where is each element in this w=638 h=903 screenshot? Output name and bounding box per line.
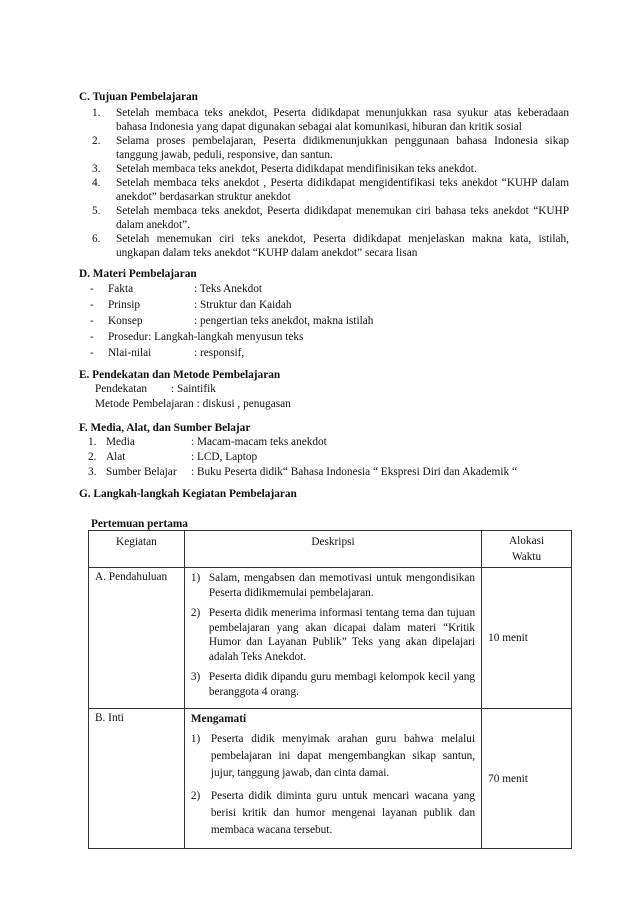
list-item [79,450,569,465]
section-media [79,421,569,480]
item-number: 1) [190,572,201,584]
materi-key: Prinsip [108,299,141,311]
cell-deskripsi [184,568,481,709]
cell-deskripsi [184,709,481,849]
section-heading: F. Media, Alat, dan Sumber Belajar [79,422,251,434]
media-value: : LCD, Laptop [191,451,258,463]
list-item [79,232,569,260]
item-text: Peserta didik diminta guru untuk mencari wacana yang berisi kritik dan humor mengenai layanan publik dan membaca wacana tersebut. [210,790,476,836]
cell-kegiatan: B. Inti [89,709,185,849]
media-key: Alat [106,451,126,463]
table-header-row [89,531,572,568]
item-number: 4. [92,177,101,189]
media-key: Sumber Belajar [106,466,177,478]
list-item [79,329,569,345]
media-value: : Buku Peserta didik“ Bahasa Indonesia “ Ekspresi Diri dan Akademik “ [191,466,517,478]
list-item [191,571,475,600]
cell-kegiatan: A. Pendahuluan [89,568,185,709]
item-number: 2. [88,451,97,463]
cell-subheading: Mengamati [190,713,247,725]
item-number: 1) [190,733,201,745]
pendekatan-line [79,382,569,397]
item-text: Setelah membaca teks anekdot, Peserta didikdapat menemukan ciri bahasa teks anekdot “KUHP dalam anekdot”. [116,205,569,231]
materi-key: Fakta [108,283,134,295]
list-item [79,162,569,176]
materi-key: Konsep [108,315,143,327]
list-item [79,297,569,313]
dash-bullet: - [90,283,94,295]
materi-value: : pengertian teks anekdot, makna istilah [194,315,374,327]
header-alokasi: Alokasi Waktu [482,531,572,568]
cell-waktu: 70 menit [482,709,572,849]
meeting-title: Pertemuan pertama [91,518,188,530]
metode-line: Metode Pembelajaran : diskusi , penugasan [95,398,291,410]
materi-key: Nlai-nilai [108,347,152,359]
item-number: 1. [92,107,101,119]
activity-list [191,731,475,839]
section-langkah [79,487,569,531]
section-heading: G. Langkah-langkah Kegiatan Pembelajaran [79,488,297,500]
list-item [191,788,475,839]
item-text: Peserta didik menyimak arahan guru bahwa melalui pembelajaran ini dapat mengembangkan sikap santun, jujur, tanggung jawab, dan cinta damai. [210,733,476,779]
media-list [79,435,569,480]
item-number: 1. [88,436,97,448]
item-number: 5. [92,205,101,217]
list-item [79,134,569,162]
header-deskripsi: Deskripsi [184,531,481,568]
item-number: 3. [88,466,97,478]
list-item [191,670,475,699]
section-materi [79,267,569,361]
activity-list [191,571,475,699]
item-text: Setelah membaca teks anekdot , Peserta didikdapat mengidentifikasi teks anekdot “KUHP dalam anekdot” berdasarkan struktur anekdot [116,177,569,203]
materi-list [79,281,569,361]
item-text: Salam, mengabsen dan memotivasi untuk mengondisikan Peserta didikmemulai pembelajaran. [208,572,476,599]
media-value: : Macam-macam teks anekdot [191,436,327,448]
section-pendekatan [79,368,569,412]
item-text: Setelah menemukan ciri teks anekdot, Peserta didikdapat menjelaskan makna kata, istilah, ungkapan dalam teks anekdot “KUHP dalam anekdot” secara lisan [116,233,569,259]
list-item [191,606,475,664]
pendekatan-label: Pendekatan [95,383,148,395]
item-text: Selama proses pembelajaran, Peserta didikmenunjukkan penggunaan bahasa Indonesia sikap tanggung jawab, peduli, responsive, dan santun. [116,135,569,161]
list-item [79,106,569,134]
item-text: Peserta didik dipandu guru membagi kelompok kecil yang beranggota 4 orang. [208,671,476,698]
media-key: Media [106,436,135,448]
section-heading: D. Materi Pembelajaran [79,268,197,280]
activity-table [88,530,572,849]
dash-bullet: - [90,299,94,311]
section-tujuan [79,90,569,260]
header-kegiatan: Kegiatan [89,531,185,568]
pendekatan-value: : Saintifik [171,383,216,395]
item-number: 3) [190,671,201,683]
tujuan-list [79,106,569,260]
dash-bullet: - [90,315,94,327]
list-item [79,435,569,450]
item-number: 2. [92,135,101,147]
item-number: 6. [92,233,101,245]
list-item [191,731,475,782]
table-row [89,709,572,849]
cell-waktu: 10 menit [482,568,572,709]
list-item [79,313,569,329]
item-number: 3. [92,163,101,175]
item-text: Peserta didik menerima informasi tentang tema dan tujuan pembelajaran yang akan dicapai dalam materi “Kritik Humor dan Layanan Publik” Teks yang akan dipelajari adalah Teks Anekdot. [208,607,476,663]
materi-value: : Struktur dan Kaidah [194,299,292,311]
item-text: Setelah membaca teks anekdot, Peserta didikdapat mendifinisikan teks anekdot. [116,163,477,175]
section-heading: E. Pendekatan dan Metode Pembelajaran [79,369,281,381]
materi-value: : responsif, [194,347,245,359]
list-item [79,345,569,361]
item-number: 2) [190,607,201,619]
list-item [79,281,569,297]
materi-key: Prosedur: Langkah-langkah menyusun teks [108,331,304,343]
section-heading: C. Tujuan Pembelajaran [79,91,198,103]
dash-bullet: - [90,331,94,343]
dash-bullet: - [90,347,94,359]
list-item [79,465,569,480]
item-text: Setelah membaca teks anekdot, Peserta didikdapat menunjukkan rasa syukur atas keberadaan bahasa Indonesia yang dapat digunakan sebagai alat komunikasi, hiburan dan kritik sosial [116,107,569,133]
item-number: 2) [190,790,201,802]
list-item [79,176,569,204]
materi-value: : Teks Anekdot [194,283,263,295]
list-item [79,204,569,232]
table-row [89,568,572,709]
